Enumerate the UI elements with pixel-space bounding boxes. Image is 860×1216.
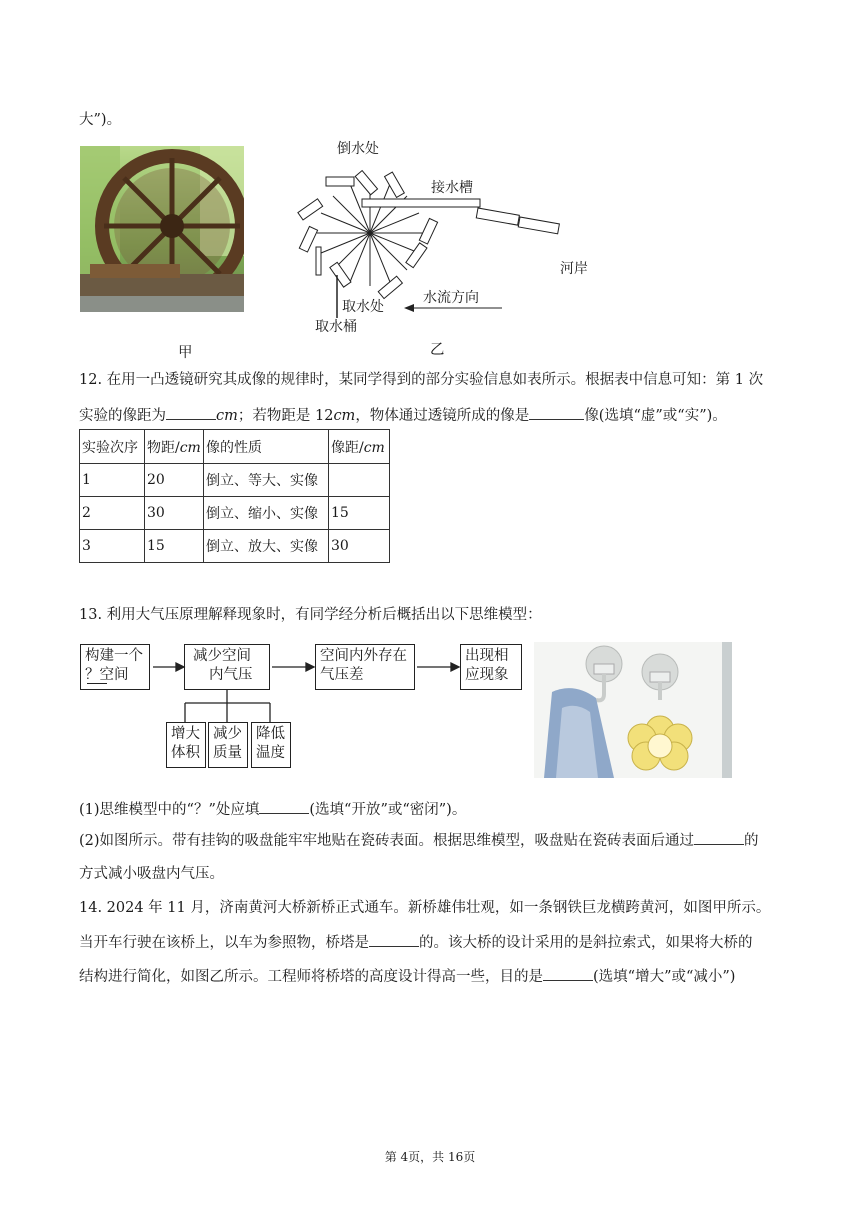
flow-box-build-space: 构建一个 ？空间 (80, 644, 150, 690)
answer-blank[interactable] (259, 799, 309, 814)
table-cell: 15 (145, 530, 204, 563)
table-cell (329, 464, 390, 497)
flow-arrows (150, 655, 470, 725)
flow-sub-reduce-mass: 减少 质量 (208, 722, 248, 768)
flow-box-reduce-pressure: 减少空间 内气压 (184, 644, 270, 690)
label-pour: 倒水处 (337, 141, 379, 157)
table-header-row (80, 430, 390, 464)
table-cell: 倒立、缩小、实像 (204, 497, 329, 530)
q13-part1: (1)思维模型中的“？”处应填 (选填“开放”或“密闭”)。 (79, 799, 466, 820)
q13-part2-line1: (2)如图所示。带有挂钩的吸盘能牢牢地贴在瓷砖表面。根据思维模型，吸盘贴在瓷砖表面后通过 的 (79, 830, 759, 851)
flow-box-pressure-difference: 空间内外存在 气压差 (315, 644, 415, 690)
answer-blank[interactable] (529, 405, 584, 420)
table-cell: 1 (80, 464, 145, 497)
answer-blank[interactable] (543, 966, 593, 981)
table-cell: 3 (80, 530, 145, 563)
experiment-table (79, 429, 390, 563)
suction-hook-photo (534, 642, 732, 778)
q12-line1: 12. 在用一凸透镜研究其成像的规律时，某同学得到的部分实验信息如表所示。根据表中信息可知：第 1 次 (79, 372, 764, 388)
table-cell: 20 (145, 464, 204, 497)
q13-line1: 13. 利用大气压原理解释现象时，有同学经分析后概括出以下思维模型： (79, 607, 542, 623)
q14-line1: 14. 2024 年 11 月，济南黄河大桥新桥正式通车。新桥雄伟壮观，如一条钢铁巨龙横跨黄河，如图甲所示。 (79, 900, 771, 916)
q13-part2-line2: 方式减小吸盘内气压。 (79, 866, 224, 882)
table-cell: 30 (329, 530, 390, 563)
flow-box-phenomenon: 出现相 应现象 (460, 644, 522, 690)
label-flow: 水流方向 (423, 290, 479, 306)
table-header-cell: 像的性质 (204, 430, 329, 464)
answer-blank[interactable] (694, 830, 744, 845)
table-cell: 30 (145, 497, 204, 530)
table-header-cell: 像距/cm (329, 430, 390, 464)
table-row (80, 497, 390, 530)
table-row (80, 464, 390, 497)
q12-line2: 实验的像距为 cm；若物距是 12cm，物体通过透镜所成的像是 像(选填“虚”或“实”)。 (79, 405, 727, 426)
table-header-cell: 实验次序 (80, 430, 145, 464)
water-wheel-photo (80, 146, 244, 312)
flow-sub-increase-volume: 增大 体积 (166, 722, 206, 768)
q14-line3: 结构进行简化，如图乙所示。工程师将桥塔的高度设计得高一些，目的是 (选填“增大”或“减小”) (79, 966, 735, 987)
answer-blank[interactable] (166, 405, 216, 420)
table-row (80, 530, 390, 563)
label-bucket: 取水桶 (315, 319, 357, 335)
table-cell: 2 (80, 497, 145, 530)
label-bank: 河岸 (560, 261, 588, 277)
answer-blank[interactable] (369, 932, 419, 947)
table-cell: 15 (329, 497, 390, 530)
caption-b: 乙 (430, 342, 445, 358)
table-header-cell: 物距/cm (145, 430, 204, 464)
caption-a: 甲 (178, 345, 193, 361)
table-cell: 倒立、放大、实像 (204, 530, 329, 563)
continued-text: 大”)。 (79, 112, 122, 128)
flow-sub-lower-temperature: 降低 温度 (251, 722, 291, 768)
table-cell: 倒立、等大、实像 (204, 464, 329, 497)
label-intake: 取水处 (342, 299, 384, 315)
q14-line2: 当开车行驶在该桥上，以车为参照物，桥塔是 的。该大桥的设计采用的是斜拉索式，如果将大桥的 (79, 932, 753, 953)
label-trough: 接水槽 (431, 180, 473, 196)
page-footer: 第 4页，共 16页 (384, 1150, 476, 1164)
